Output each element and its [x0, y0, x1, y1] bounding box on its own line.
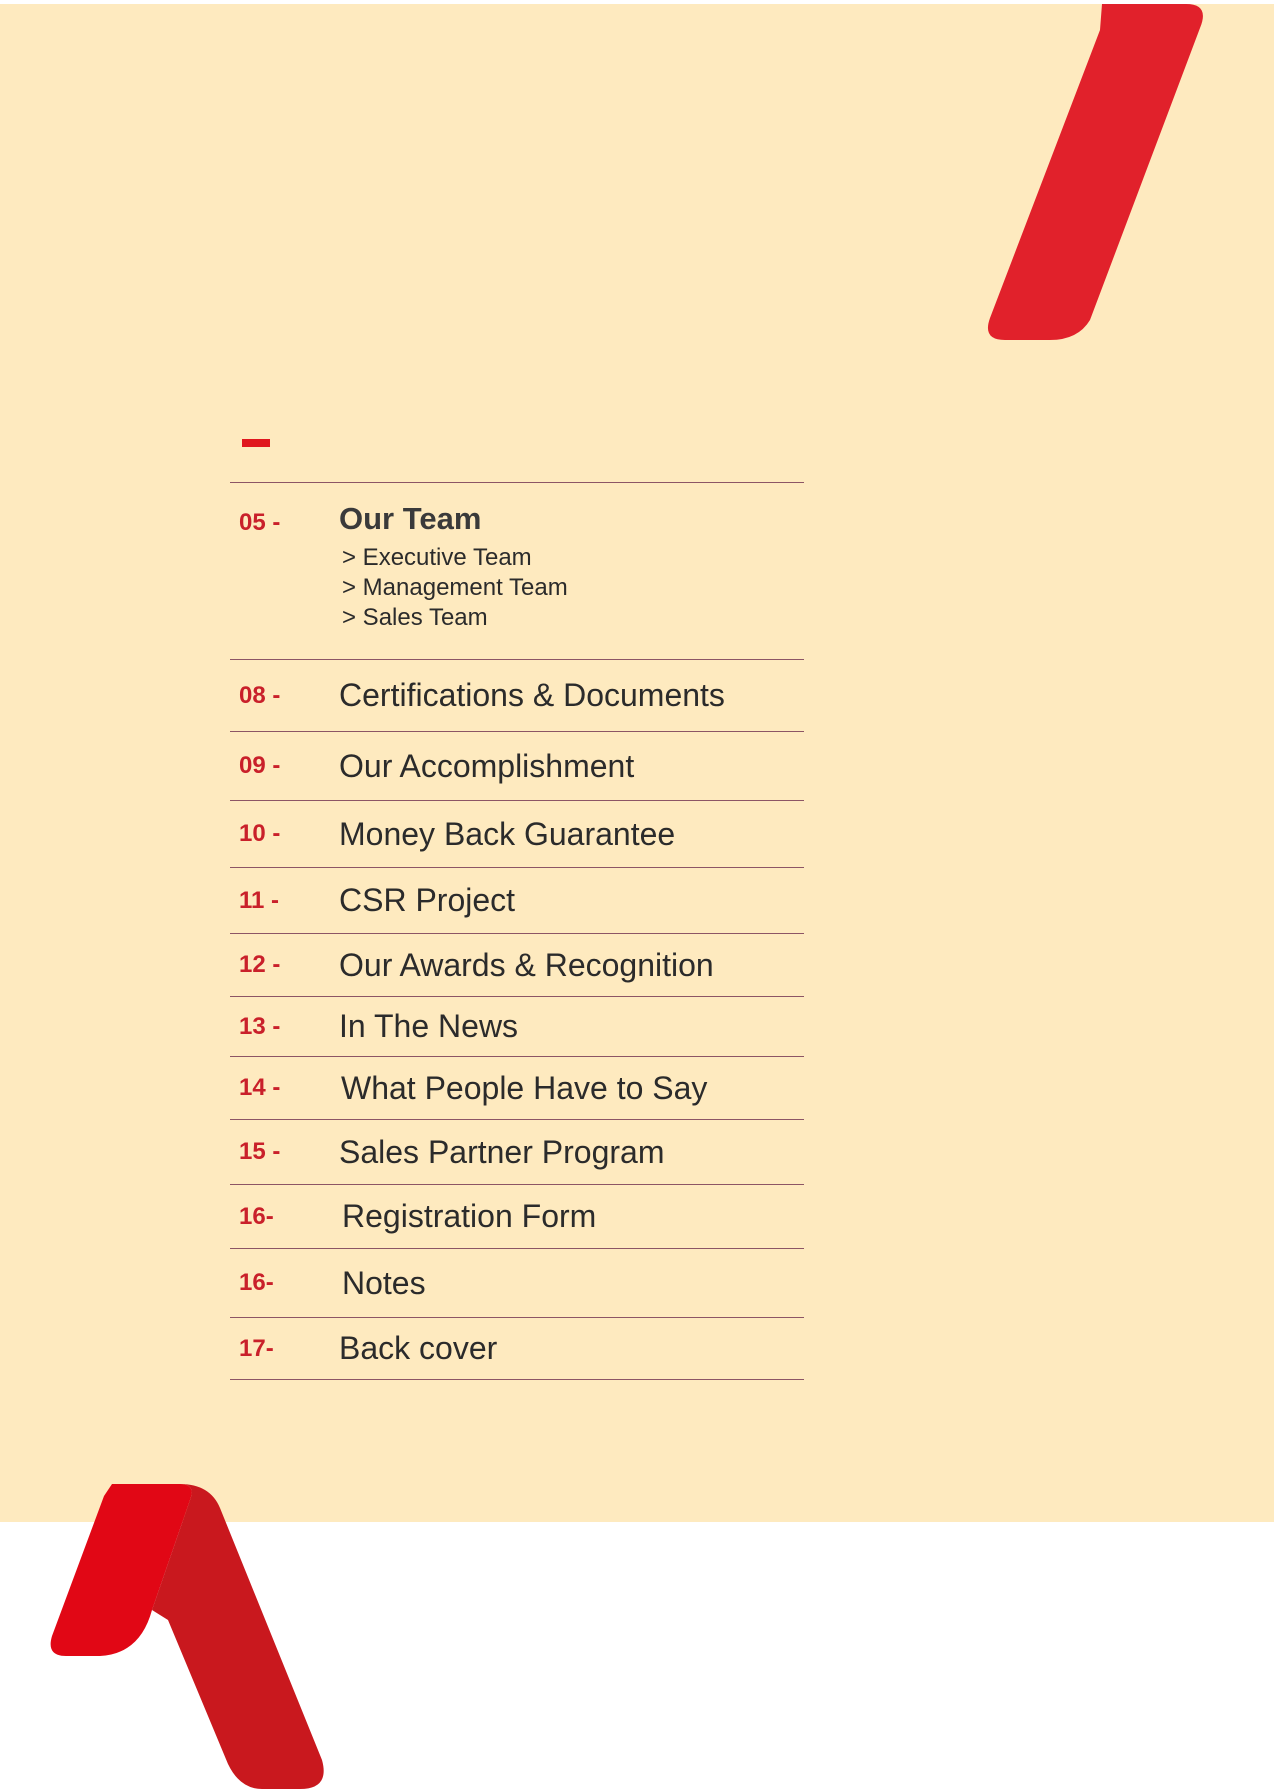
toc-item-testimonials[interactable]: [230, 1057, 804, 1120]
toc-item-awards[interactable]: [230, 934, 804, 997]
toc-item-money-back[interactable]: [230, 801, 804, 868]
toc-item-number: 09 -: [239, 752, 281, 779]
toc-item-number: 14 -: [239, 1074, 281, 1101]
toc-item-number: 16-: [239, 1202, 274, 1230]
accent-dash: [242, 439, 270, 447]
toc-item-number: 12 -: [239, 951, 281, 978]
toc-item-number: 08 -: [239, 681, 281, 709]
toc-item-title: Back cover: [339, 1330, 498, 1366]
toc-item-in-the-news[interactable]: [230, 997, 804, 1057]
toc-item-title: In The News: [339, 1008, 519, 1044]
toc-item-title: Certifications & Documents: [339, 677, 725, 713]
toc-item-title: CSR Project: [339, 882, 516, 918]
toc-item-csr-project[interactable]: [230, 868, 804, 934]
toc-subitem-executive-team[interactable]: > Executive Team: [342, 544, 532, 571]
toc-item-our-team[interactable]: [230, 483, 804, 660]
toc-item-notes[interactable]: [230, 1249, 804, 1318]
toc-item-certifications[interactable]: [230, 660, 804, 732]
toc-item-title: Our Accomplishment: [339, 747, 635, 784]
table-of-contents: [230, 482, 804, 1380]
toc-item-title: What People Have to Say: [341, 1069, 708, 1106]
toc-item-title: Our Team: [339, 501, 482, 536]
toc-item-back-cover[interactable]: [230, 1318, 804, 1380]
toc-item-title: Money Back Guarantee: [339, 815, 676, 852]
toc-item-title: Our Awards & Recognition: [339, 946, 714, 983]
toc-item-number: 17-: [239, 1334, 274, 1362]
top-right-slash-shape: [988, 4, 1203, 340]
toc-item-number: 11 -: [239, 886, 280, 914]
toc-subitems: [339, 543, 568, 633]
toc-item-number: 15 -: [239, 1138, 281, 1165]
toc-item-number: 16-: [239, 1269, 274, 1296]
toc-item-registration-form[interactable]: [230, 1185, 804, 1249]
toc-item-number: 05 -: [239, 509, 281, 536]
toc-item-title: Registration Form: [342, 1198, 597, 1234]
toc-item-number: 10 -: [239, 820, 281, 847]
toc-subitem-management-team[interactable]: > Management Team: [342, 574, 568, 601]
toc-item-accomplishment[interactable]: [230, 732, 804, 801]
toc-subitem-sales-team[interactable]: > Sales Team: [342, 604, 488, 631]
toc-item-number: 13 -: [239, 1012, 281, 1040]
toc-item-title: Notes: [342, 1264, 426, 1301]
toc-item-title: Sales Partner Program: [339, 1133, 665, 1170]
toc-item-sales-partner[interactable]: [230, 1120, 804, 1185]
